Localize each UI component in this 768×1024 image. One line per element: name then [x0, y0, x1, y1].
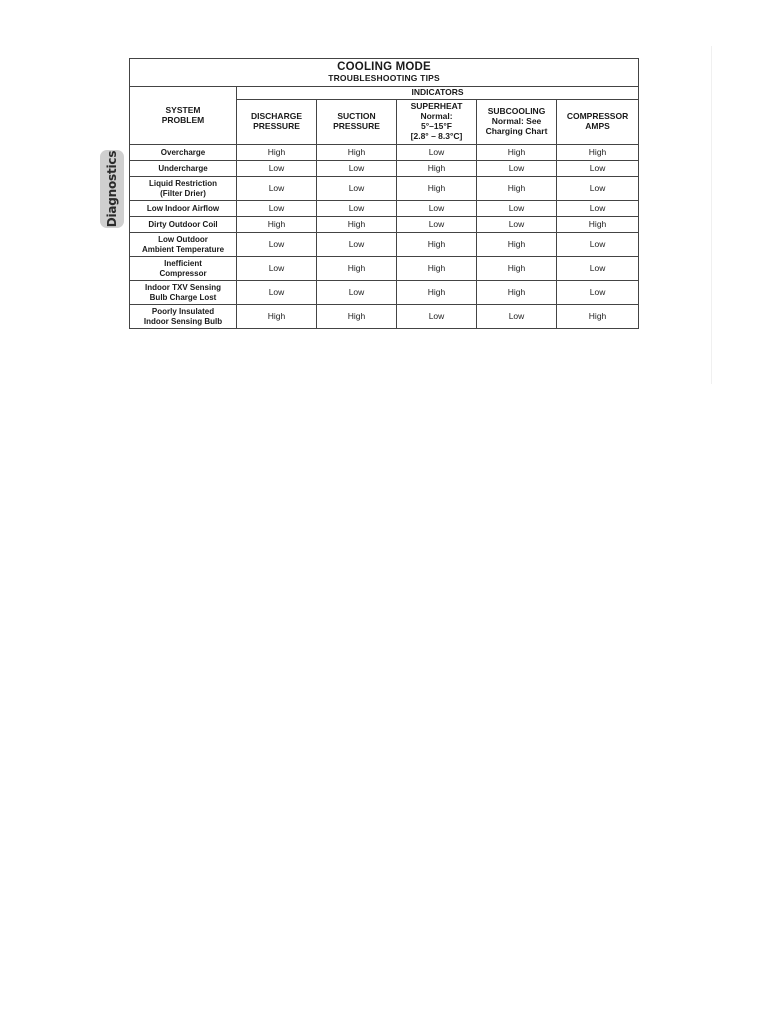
discharge-pressure-header: DISCHARGE PRESSURE — [237, 100, 317, 145]
table-row — [130, 305, 639, 329]
indicator-value-cell: Low — [317, 161, 397, 177]
indicator-value-cell: Low — [397, 305, 477, 329]
indicator-value-cell: High — [477, 145, 557, 161]
indicator-value-cell: High — [317, 305, 397, 329]
indicator-value-cell: High — [557, 305, 639, 329]
indicator-value-cell: Low — [237, 281, 317, 305]
superheat-header: SUPERHEAT Normal: 5°–15°F [2.8° – 8.3°C] — [397, 100, 477, 145]
indicator-value-cell: Low — [237, 161, 317, 177]
compressor-amps-header: COMPRESSOR AMPS — [557, 100, 639, 145]
indicator-value-cell: High — [237, 217, 317, 233]
indicator-value-cell: Low — [397, 145, 477, 161]
problem-cell: Liquid Restriction (Filter Drier) — [130, 177, 237, 201]
indicator-value-cell: Low — [317, 177, 397, 201]
indicator-value-cell: Low — [237, 201, 317, 217]
table-title-cell — [130, 59, 639, 87]
table-row — [130, 201, 639, 217]
indicator-value-cell: High — [477, 233, 557, 257]
problem-cell: Low Outdoor Ambient Temperature — [130, 233, 237, 257]
table-row — [130, 145, 639, 161]
side-tab-label: Diagnostics — [105, 150, 119, 228]
table-title: COOLING MODE — [337, 61, 431, 73]
indicator-value-cell: High — [557, 145, 639, 161]
table-subtitle: TROUBLESHOOTING TIPS — [328, 73, 440, 84]
diagnostics-side-tab — [100, 150, 124, 228]
indicator-value-cell: Low — [477, 305, 557, 329]
problem-cell: Poorly Insulated Indoor Sensing Bulb — [130, 305, 237, 329]
troubleshooting-table — [129, 58, 639, 329]
indicator-value-cell: High — [557, 217, 639, 233]
indicator-value-cell: Low — [477, 201, 557, 217]
table-row — [130, 281, 639, 305]
indicator-value-cell: Low — [397, 217, 477, 233]
table-row — [130, 217, 639, 233]
indicators-header: INDICATORS — [237, 87, 639, 100]
indicator-value-cell: Low — [477, 217, 557, 233]
indicator-value-cell: High — [237, 145, 317, 161]
indicator-value-cell: Low — [557, 161, 639, 177]
indicator-value-cell: High — [397, 177, 477, 201]
indicator-value-cell: Low — [317, 233, 397, 257]
indicator-value-cell: Low — [557, 233, 639, 257]
problem-cell: Low Indoor Airflow — [130, 201, 237, 217]
indicator-value-cell: Low — [317, 281, 397, 305]
problem-cell: Undercharge — [130, 161, 237, 177]
table-body — [130, 145, 639, 329]
indicator-value-cell: High — [317, 217, 397, 233]
indicator-value-cell: Low — [237, 233, 317, 257]
indicator-value-cell: High — [397, 257, 477, 281]
system-problem-header — [130, 87, 237, 145]
indicator-value-cell: Low — [477, 161, 557, 177]
indicator-value-cell: High — [397, 161, 477, 177]
table-row — [130, 161, 639, 177]
indicator-value-cell: High — [237, 305, 317, 329]
suction-pressure-header: SUCTION PRESSURE — [317, 100, 397, 145]
problem-cell: Indoor TXV Sensing Bulb Charge Lost — [130, 281, 237, 305]
page-edge-divider — [711, 46, 712, 384]
indicator-value-cell: High — [477, 281, 557, 305]
indicator-value-cell: High — [317, 145, 397, 161]
indicator-value-cell: Low — [557, 177, 639, 201]
indicator-value-cell: High — [477, 177, 557, 201]
indicator-value-cell: Low — [557, 201, 639, 217]
indicator-value-cell: High — [397, 233, 477, 257]
table-row — [130, 177, 639, 201]
indicator-value-cell: Low — [237, 257, 317, 281]
indicator-value-cell: High — [317, 257, 397, 281]
problem-cell: Overcharge — [130, 145, 237, 161]
indicator-value-cell: Low — [237, 177, 317, 201]
indicator-value-cell: Low — [317, 201, 397, 217]
indicator-value-cell: Low — [397, 201, 477, 217]
indicator-value-cell: High — [477, 257, 557, 281]
problem-cell: Dirty Outdoor Coil — [130, 217, 237, 233]
table-row — [130, 257, 639, 281]
table-row — [130, 233, 639, 257]
subcooling-header: SUBCOOLING Normal: See Charging Chart — [477, 100, 557, 145]
indicator-value-cell: Low — [557, 281, 639, 305]
system-problem-label: SYSTEM PROBLEM — [161, 104, 205, 125]
problem-cell: Inefficient Compressor — [130, 257, 237, 281]
indicator-value-cell: Low — [557, 257, 639, 281]
indicator-value-cell: High — [397, 281, 477, 305]
